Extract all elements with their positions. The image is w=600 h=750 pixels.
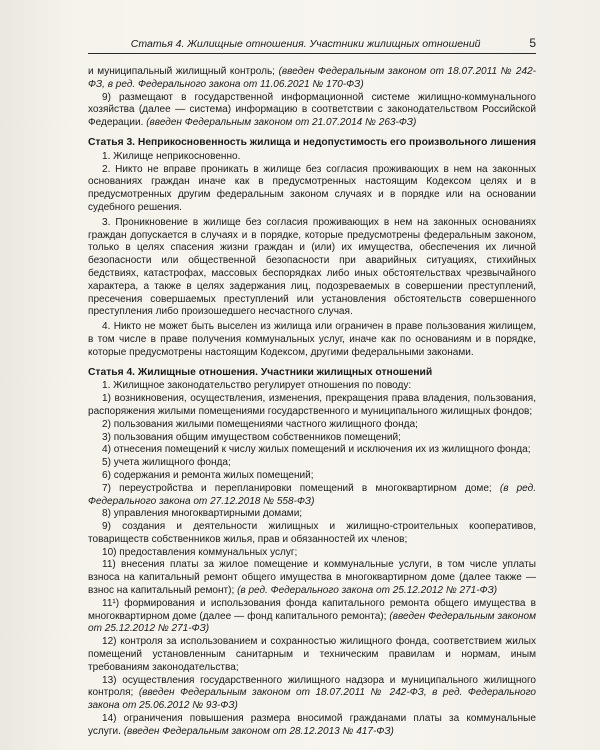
list-item: 2) пользования жилыми помещениями частного жилищного фонда; (102, 418, 418, 430)
list-item (88, 559, 536, 597)
list-item: 8) управления многоквартирными домами; (102, 508, 303, 520)
text: 7) переустройства и перепланировки помещений в многоквартирном доме; (102, 482, 492, 494)
page-content (88, 66, 536, 739)
paragraph (88, 66, 536, 92)
text: 11) внесения платы за жилое помещение и коммунальные услуги, в том числе уплаты взноса на капитальный ремонт общего имущества в многоквартирном доме (далее также — взнос на капитальный ремонт); (88, 559, 536, 597)
list-item: 3) пользования общим имуществом собственников помещений; (102, 431, 401, 443)
article-heading: Статья 3. Неприкосновенность жилища и недопустимость его произвольного лишения (88, 136, 536, 148)
running-header (88, 36, 536, 54)
running-title: Статья 4. Жилищные отношения. Участники жилищных отношений (130, 38, 481, 50)
text: 14) ограничения повышения размера вносимой гражданами платы за коммунальные услуги. (88, 713, 536, 737)
text: 9) размещают в государственной информационной системе жилищно-коммунального хозяйства (далее — система) информацию в соответствии с законодательством Российской Федерации. (88, 91, 536, 129)
amendment-note: (введен Федеральным законом от 28.12.2013 № 417-ФЗ) (123, 725, 394, 737)
paragraph: 1. Жилище неприкосновенно. (102, 150, 241, 162)
list-item: 12) контроля за использованием и сохранностью жилищного фонда, соответствием жилых помещений установленным санитарным и техническим правилам и нормам, иным требованиям законодательства; (88, 636, 536, 673)
list-item (88, 675, 536, 713)
article-heading: Статья 4. Жилищные отношения. Участники жилищных отношений (88, 366, 433, 378)
list-item (88, 713, 536, 739)
list-item: 1) возникновения, осуществления, изменения, прекращения права владения, пользования, распоряжения жилыми помещениями государственного и муниципального жилищных фондов; (88, 393, 536, 417)
paragraph: 3. Проникновение в жилище без согласия проживающих в нем на законных основаниях граждан допускается в случаях и в порядке, которые предусмотрены федеральным законом, только в целях спасения жизни граждан и (или) их имущества, обеспечения их личной безопасности или общественной безопасности при аварийных ситуациях, стихийных бедствиях, катастрофах, массовых беспорядках либо иных обстоятельствах чрезвычайного характера, а также в целях задержания лиц, подозреваемых в совершении преступлений, пресечения совершаемых преступлений или установления обстоятельств совершенного преступления либо произошедшего несчастного случая. (88, 216, 536, 318)
list-item: 10) предоставления коммунальных услуг; (102, 546, 298, 558)
amendment-note: (введен Федеральным законом от 21.07.2014 № 263-ФЗ) (146, 117, 417, 129)
list-item: 5) учета жилищного фонда; (102, 457, 231, 469)
text: и муниципальный жилищный контроль; (88, 66, 275, 77)
list-item: 6) содержания и ремонта жилых помещений; (102, 469, 314, 481)
list-item (88, 483, 536, 509)
amendment-note: (в ред. Федерального закона от 25.12.2012 № 271-ФЗ) (237, 585, 498, 597)
page-number: 5 (529, 36, 536, 50)
list-item (88, 92, 536, 130)
paragraph: 4. Никто не может быть выселен из жилища или ограничен в праве пользования жилищем, в том числе в праве получения коммунальных услуг, иначе как по основаниям и в порядке, которые предусмотрены настоящим Кодексом, другими федеральными законами. (88, 321, 536, 358)
list-item: 9) создания и деятельности жилищных и жилищно-строительных кооперативов, товариществ собственников жилья, прав и обязанностей их членов; (88, 521, 536, 545)
paragraph: 2. Никто не вправе проникать в жилище без согласия проживающих в нем на законных основаниях граждан иначе как в предусмотренных настоящим Кодексом целях и в предусмотренных другим федеральным законом случаях и в порядке или на основании судебного решения. (88, 163, 536, 213)
list-item (88, 598, 536, 636)
amendment-note: (введен Федеральным законом от 18.07.2011 № 242-ФЗ, в ред. Федерального закона от 11.06.2021 № 170-ФЗ) (88, 66, 536, 90)
text: 13) осуществления государственного жилищного надзора и муниципального жилищного контроля; (88, 674, 536, 699)
amendment-note: (введен Федеральным законом от 18.07.2011 № 242-ФЗ, в ред. Федерального закона от 25.06.2012 № 93-ФЗ) (88, 687, 536, 712)
amendment-note: (введен Федеральным законом от 25.12.2012 № 271-ФЗ) (88, 610, 536, 635)
amendment-note: (в ред. Федерального закона от 27.12.2018 № 558-ФЗ) (88, 482, 536, 507)
paragraph: 1. Жилищное законодательство регулирует отношения по поводу: (102, 380, 412, 392)
text: 11¹) формирования и использования фонда капитального ремонта общего имущества в многоквартирном доме (далее — фонд капитального ремонта); (88, 597, 536, 622)
list-item: 4) отнесения помещений к числу жилых помещений и исключения их из жилищного фонда; (102, 444, 531, 456)
